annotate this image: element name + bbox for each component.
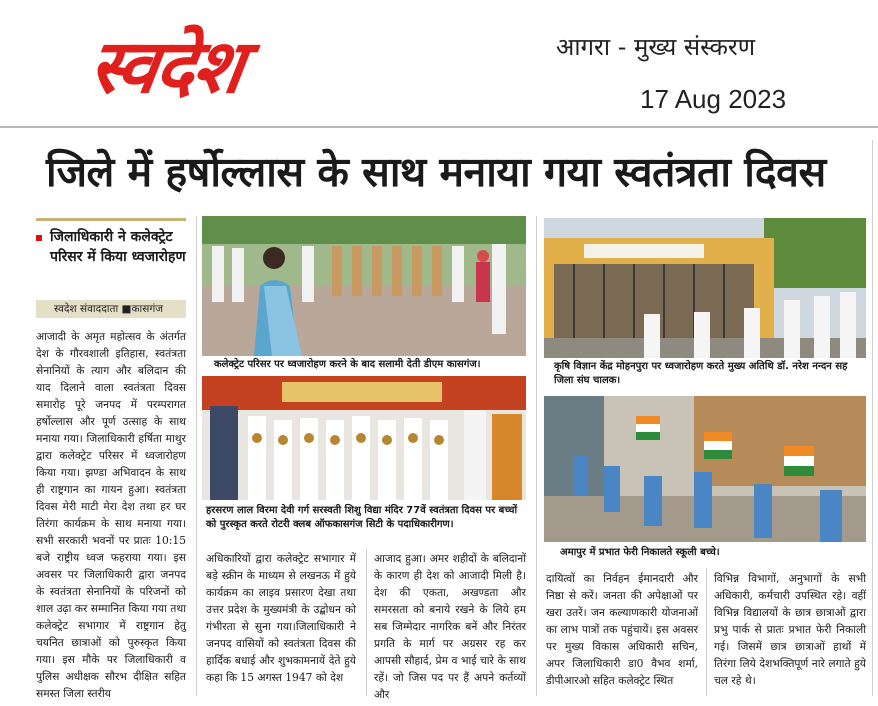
body-column-5: विभिन्न विभागों, अनुभागों के सभी अधिकारी, कर्मचारी उपस्थित रहे। वहीं विभिन्न विद्यालयों के छात्र छात्राओं द्वारा प्रभु पार्क से प्रातः प्रभात फेरी निकाली गई। जिसमें छात्र छात्राओं हाथों में तिरंगा लिये देशभक्तिपूर्ण नारे लगाते हुये चल रहे थे।: [714, 572, 866, 687]
article-subhead: जिलाधिकारी ने कलेक्ट्रेट परिसर में किया ध्वजारोहण: [50, 229, 186, 265]
body-column-2: अधिकारियों द्वारा कलेक्ट्रेट सभागार में बड़े स्क्रीन के माध्यम से लखनऊ में हुये कार्यक्रम का लाइव प्रसारण देखा तथा उत्तर प्रदेश के मुख्यमंत्री के उद्बोधन को गंभीरता से सुना गया।जिलाधिकारी ने जनपद वासियों को स्वतंत्रता दिवस की हार्दिक बधाई और शुभकामनायें देते हुये कहा कि 15 अगस्त 1947 को देश: [206, 552, 356, 684]
masthead-divider: [0, 126, 878, 128]
newspaper-logo: [84, 16, 464, 116]
body-column-3: आजाद हुआ। अमर शहीदों के बलिदानों के कारण ही देश को आजादी मिली है। देश की एकता, अखण्डता और समरसता को बनाये रखने के लिये हम सब जिम्मेदार नागरिक बनें और निरंतर प्रगति के मार्ग पर अग्रसर रह कर आपसी सौहार्द, प्रेम व भाई चारे के साथ रहें। जो जिस पद पर हैं अपने कर्तव्यों और: [374, 552, 526, 701]
column-divider: [196, 216, 197, 696]
photo-caption-3: कृषि विज्ञान केंद्र मोहनपुरा पर ध्वजारोहण करते मुख्य अतिथि डॉ. नरेश नन्दन सह जिला संघ चालक।: [554, 361, 848, 386]
masthead: [0, 0, 878, 126]
bullet-square-icon: [36, 235, 42, 241]
article-headline: जिले में हर्षोल्लास के साथ मनाया गया स्वतंत्रता दिवस: [46, 148, 826, 196]
body-column-1: आजादी के अमृत महोत्सव के अंतर्गत देश के गौरवशाली इतिहास, स्वतंत्रता सेनानियों के त्याग और बलिदान की याद दिलाने वाला स्वतंत्रता दिवस समारोह पूरे जनपद में परम्परागत हर्षोल्लास और पूर्ण उत्साह के साथ मनाया गया। जिलाधिकारी हर्षिता माथुर द्वारा कलेक्ट्रेट परिसर में ध्वजारोहण किया गया। झण्डा अभिवादन के साथ ही राष्ट्रगान का गायन हुआ। स्वतंत्रता दिवस मेरी माटी मेरा देश तथा हर घर तिरंगा कार्यक्रम के साथ मनाया गया। सभी सरकारी भवनों पर प्रातः 10:15 बजे राष्ट्रीय ध्वज फहराया गया। इस अवसर पर जिलाधिकारी द्वारा जनपद के स्वतंत्रता सेनानियों के परिजनों को शाल उढ़ा कर सम्मानित किया गया तथा कलेक्ट्रेट सभागार में राष्ट्रगान हेतु चयनित छात्राओं को पुरुस्कृत किया गया। इस मौके पर जिलाधिकारी व पुलिस अधीक्षक सौरभ दीक्षित सहित समस्त जिला स्तरीय: [36, 330, 186, 700]
column-divider: [366, 548, 367, 696]
column-divider: [536, 216, 537, 696]
logo-text: स्वदेश: [83, 24, 248, 110]
photo-caption-2: हरसरण लाल विरमा देवी गर्ग सरस्वती शिशु विद्या मंदिर 77वें स्वतंत्रता दिवस पर बच्चों को पुरस्कृत करते रोटरी क्लब ऑफकासगंज सिटी के पदाधिकारीगण।: [206, 505, 518, 530]
body-column-4: दायित्वों का निर्वहन ईमानदारी और निष्ठा से करें। जनता की अपेक्षाओं पर खरा उतरें। जन कल्याणकारी योजनाओं का लाभ पात्रों तक पहुंचायें। इस अवसर पर मुख्य विकास अधिकारी सचिन, अपर जिलाधिकारी डा0 वैभव शर्मा, डीपीआरओ सहित कलेक्ट्रेट स्थित: [546, 572, 698, 687]
photo-caption-4: अमापुर में प्रभात फेरी निकालते स्कूली बच्चे।: [560, 547, 720, 558]
page-edge-rule: [872, 140, 873, 696]
subhead-box: [36, 218, 186, 298]
edition-label: आगरा - मुख्य संस्करण: [556, 33, 756, 61]
publication-date: 17 Aug 2023: [640, 84, 787, 114]
photo-flag-salute: [202, 216, 526, 356]
photo-caption-1: कलेक्ट्रेट परिसर पर ध्वजारोहण करने के बाद सलामी देती डीएम कासगंज।: [214, 359, 481, 370]
byline: स्वदेश संवाददाता ■कासगंज: [36, 300, 186, 318]
photo-prabhat-pheri: [544, 396, 866, 542]
photo-children-awarded: [202, 376, 526, 500]
column-divider: [706, 568, 707, 696]
photo-krishi-kendra-flag: [544, 218, 866, 358]
